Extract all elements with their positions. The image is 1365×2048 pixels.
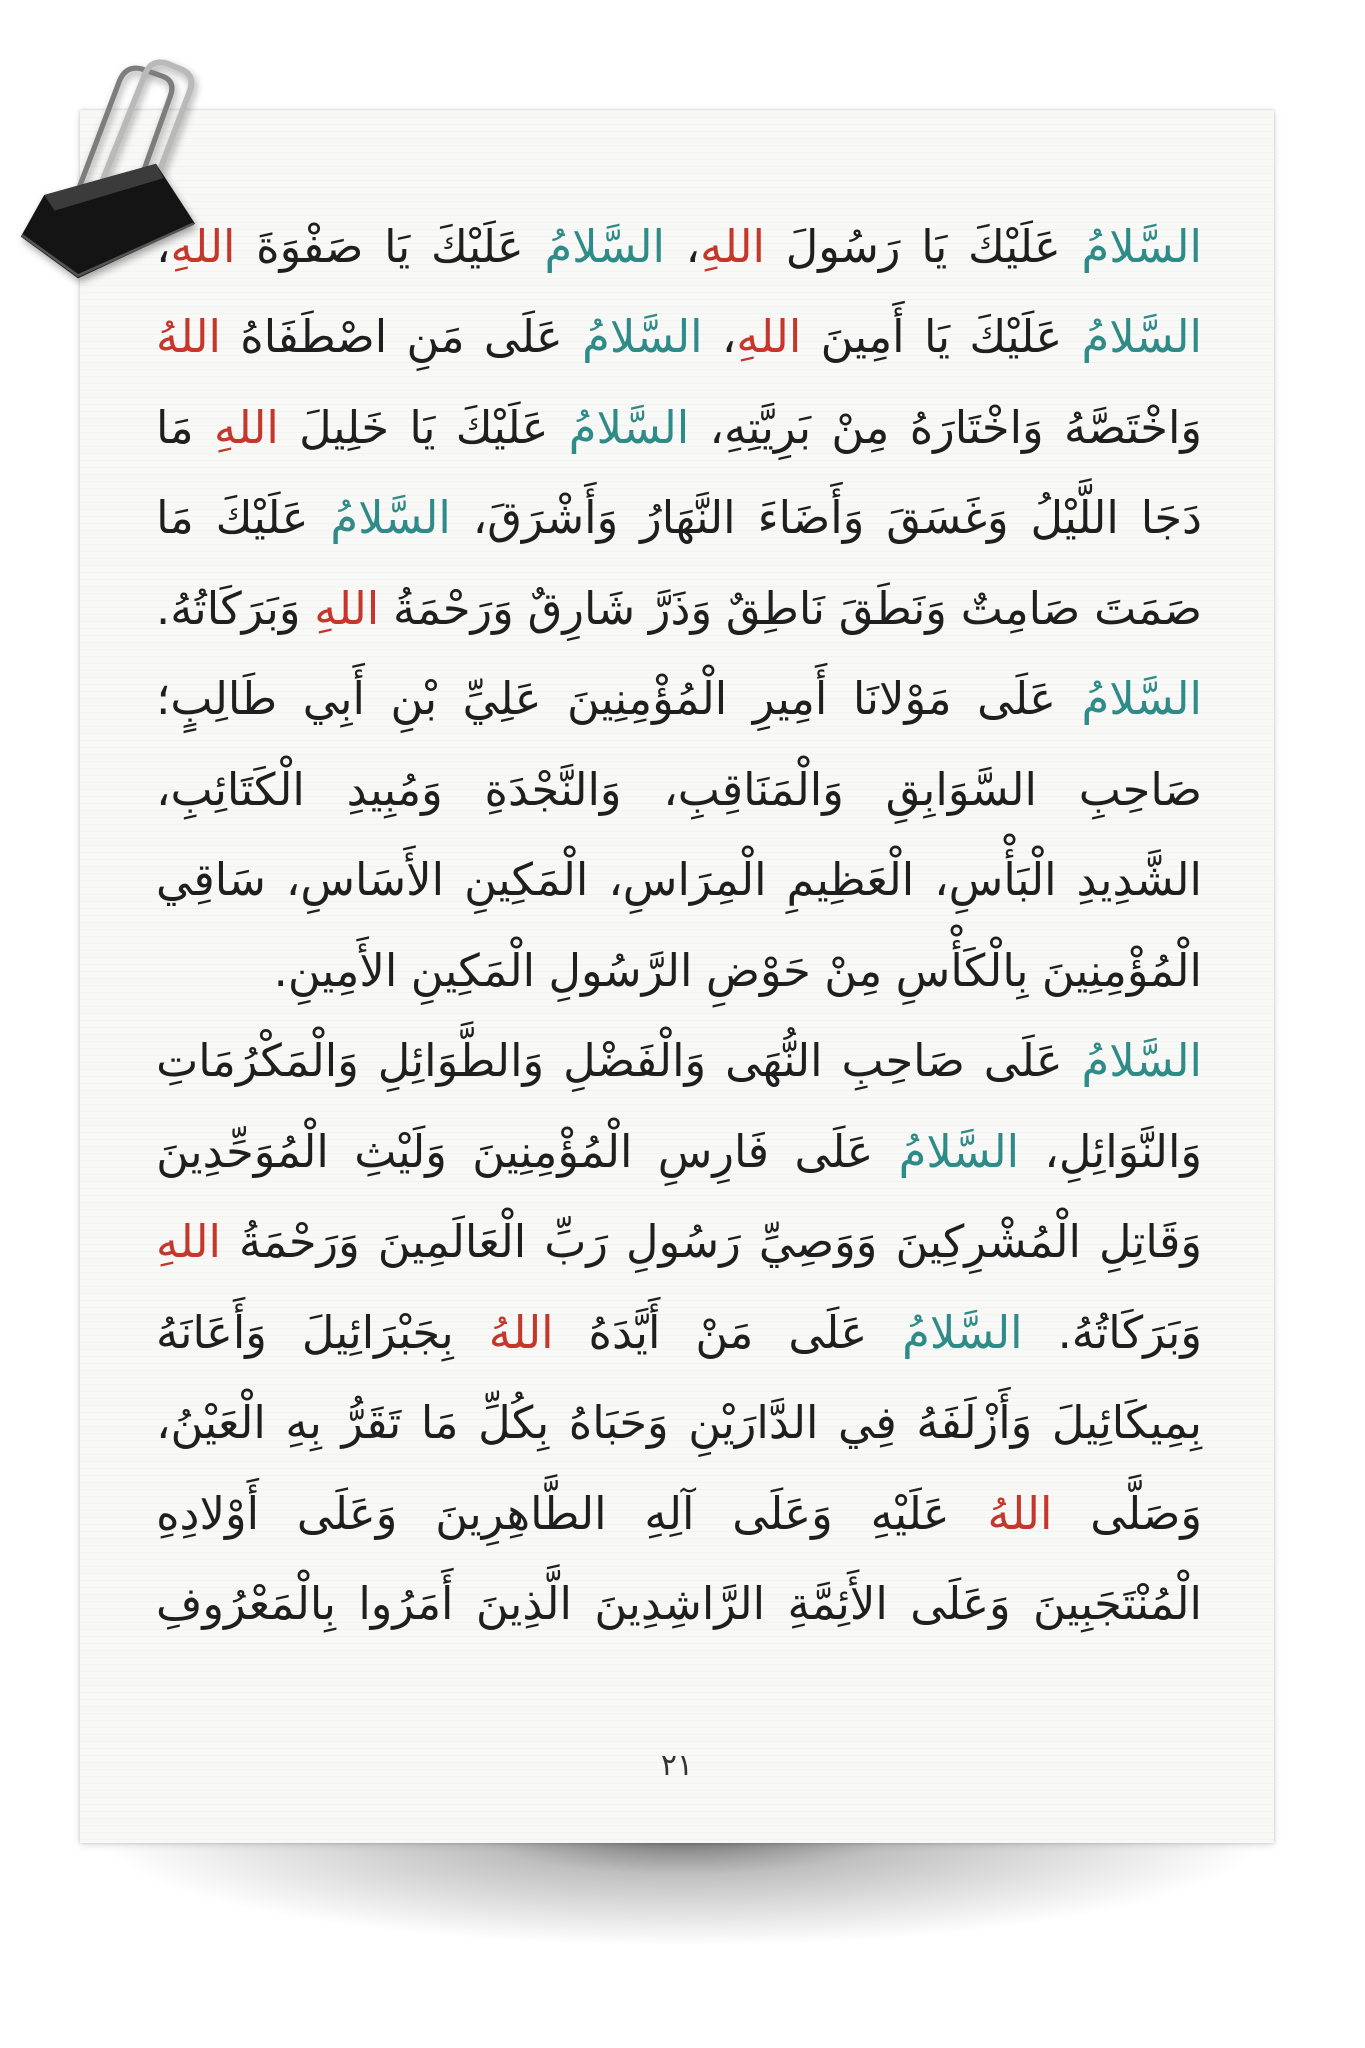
word: أَوْلادِهِ: [156, 1486, 260, 1540]
word: يَا: [409, 400, 436, 454]
word: خَلِيلَ: [299, 400, 390, 454]
word: مَوْلانَا: [852, 672, 952, 726]
word: الْمُنْتَجَبِينَ: [1033, 1577, 1202, 1631]
word: بْنِ: [390, 672, 438, 726]
word: صَاحِبِ: [1078, 762, 1202, 816]
divine-name-highlight: اللهِ: [213, 400, 279, 454]
word: أَيَّدَهُ: [588, 1305, 661, 1359]
word: النُّهَى: [725, 1034, 823, 1088]
word: حَوْضِ: [705, 943, 811, 997]
word: الدَّارَيْنِ: [688, 1396, 819, 1450]
word: بِالْمَعْرُوفِ: [156, 1577, 336, 1631]
word: عَلَى: [483, 310, 563, 364]
text-line: [156, 293, 1202, 384]
divine-name-highlight: اللهِ: [700, 219, 765, 273]
word: الأَئِمَّةِ: [787, 1577, 888, 1631]
greeting-highlight: السَّلامُ: [544, 219, 665, 273]
greeting-highlight: السَّلامُ: [902, 1305, 1023, 1359]
binder-clip-icon: [0, 39, 221, 299]
text-line: [156, 1017, 1202, 1108]
word: دَجَا: [1140, 491, 1202, 545]
word: وَأَشْرَقَ،: [472, 491, 619, 545]
word: عَلَيْهِ: [870, 1486, 950, 1540]
word: عَلَيْكَ: [969, 310, 1063, 364]
text-line: [156, 1560, 1202, 1651]
word: وَذَرَّ: [648, 581, 713, 635]
word: الَّذِينَ: [475, 1577, 572, 1631]
word: الأَسَاسِ،: [285, 853, 445, 907]
text-line: [156, 836, 1202, 927]
word: عَلَيْكَ: [968, 219, 1061, 273]
word: صَمَتَ: [1094, 581, 1202, 635]
text-line: [156, 474, 1202, 565]
word: وَحَبَاهُ: [568, 1396, 669, 1450]
word: الْمُؤْمِنِينَ: [1041, 943, 1202, 997]
page-number: ٢١: [660, 1748, 694, 1783]
word: [685, 219, 765, 273]
word: نَاطِقٌ: [725, 581, 825, 635]
word: الطَّاهِرِينَ: [435, 1486, 607, 1540]
word: وَعَلَى: [732, 1486, 833, 1540]
word: وَمُبِيدِ: [346, 762, 443, 816]
word: أَمِيرِ: [752, 672, 828, 726]
text-line: [156, 1379, 1202, 1470]
word: بِهِ: [285, 1396, 322, 1450]
word: وَالْفَضْلِ: [563, 1034, 707, 1088]
greeting-highlight: السَّلامُ: [330, 491, 451, 545]
word: الْكَتَائِبِ،: [156, 762, 305, 816]
punctuation: ،: [721, 310, 737, 364]
divine-name-highlight: اللهِ: [314, 581, 380, 635]
divine-name-highlight: اللهِ: [170, 219, 236, 273]
word: وَرَحْمَةُ: [238, 1215, 360, 1269]
word: وَبَرَكَاتُهُ.: [1057, 1305, 1202, 1359]
word: صَامِتٌ: [960, 581, 1081, 635]
word: مَا: [420, 1396, 459, 1450]
word: الْمِرَاسِ،: [608, 853, 767, 907]
text-line: [156, 926, 1202, 1017]
word: عَلَى: [977, 672, 1056, 726]
greeting-highlight: السَّلامُ: [582, 310, 703, 364]
word: وَاخْتَصَّهُ: [1063, 400, 1202, 454]
word: وَالنَّوَائِلِ،: [1044, 1124, 1202, 1178]
word: مَنْ: [695, 1305, 754, 1359]
word: أَمِينَ: [820, 310, 905, 364]
word: وَنَطَقَ: [838, 581, 947, 635]
greeting-highlight: السَّلامُ: [898, 1124, 1020, 1178]
word: يَا: [384, 219, 411, 273]
word: اصْطَفَاهُ: [240, 310, 388, 364]
word: عَلِيِّ: [462, 672, 542, 726]
word: فَارِسِ: [657, 1124, 770, 1178]
text-line: [156, 1198, 1202, 1289]
text-line: [156, 745, 1202, 836]
greeting-highlight: السَّلامُ: [1081, 219, 1202, 273]
word: مِنْ: [831, 400, 890, 454]
text-line: [156, 564, 1202, 655]
word: وَعَلَى: [910, 1577, 1011, 1631]
word: اللَّيْلُ: [1030, 491, 1119, 545]
word: وَبَرَكَاتُهُ.: [156, 581, 301, 635]
word: [721, 310, 802, 364]
word: عَلَيْكَ: [430, 219, 524, 273]
word: الْمَكِينِ: [464, 853, 589, 907]
word: أَمَرُوا: [358, 1577, 454, 1631]
text-line: [156, 655, 1202, 746]
word: تَقَرُّ: [341, 1396, 402, 1450]
word: بَرِيَّتِهِ،: [709, 400, 812, 454]
divine-name-highlight: اللهُ: [488, 1305, 554, 1359]
word: شَارِقٌ: [527, 581, 636, 635]
word: الْعَالَمِينَ: [377, 1215, 527, 1269]
word: بِجَبْرَائِيلَ: [301, 1305, 454, 1359]
punctuation: ،: [685, 219, 701, 273]
word: عَلَيْكَ: [215, 491, 309, 545]
word: أَبِي: [302, 672, 365, 726]
word: عَلَى: [983, 1034, 1063, 1088]
word: وَأَزْلَفَهُ: [916, 1396, 1033, 1450]
punctuation: ،: [156, 219, 171, 273]
word: فِي: [838, 1396, 897, 1450]
word: الْعَيْنُ،: [156, 1396, 266, 1450]
greeting-highlight: السَّلامُ: [1081, 310, 1202, 364]
text-line: [156, 1107, 1202, 1198]
divine-name-highlight: اللهُ: [156, 310, 221, 364]
word: الْمُؤْمِنِينَ: [567, 672, 728, 726]
word: صَفْوَةَ: [256, 219, 364, 273]
word: وَلَيْثِ: [354, 1124, 447, 1178]
word: الْمَكِينِ: [410, 943, 536, 997]
word: الْمُوَحِّدِينَ: [156, 1124, 329, 1178]
word: وَالطَّوَائِلِ: [377, 1034, 545, 1088]
word: وَالنَّجْدَةِ: [484, 762, 622, 816]
word: وَقَاتِلِ: [1098, 1215, 1202, 1269]
word: النَّهَارُ: [640, 491, 736, 545]
word: الْبَأْسِ،: [934, 853, 1057, 907]
word: رَسُولَ: [785, 219, 901, 273]
word: وَأَعَانَهُ: [156, 1305, 267, 1359]
word: وَصَلَّى: [1090, 1486, 1202, 1540]
word: مَا: [156, 491, 194, 545]
word: آلِهِ: [644, 1486, 695, 1540]
word: رَبِّ: [544, 1215, 608, 1269]
word: صَاحِبِ: [841, 1034, 965, 1088]
word: مَا: [156, 400, 194, 454]
word: طَالِبٍ؛: [156, 672, 278, 726]
word: وَاخْتَارَهُ: [909, 400, 1044, 454]
word: الشَّدِيدِ: [1076, 853, 1202, 907]
word: وَوَصِيِّ: [758, 1215, 878, 1269]
greeting-highlight: السَّلامُ: [1081, 1034, 1202, 1088]
word: مَنِ: [406, 310, 465, 364]
word: وَأَضَاءَ: [757, 491, 865, 545]
text-line: [156, 202, 1202, 293]
word: الْمُشْرِكِينَ: [895, 1215, 1081, 1269]
text-line: [156, 1288, 1202, 1379]
word: الأَمِينِ.: [273, 943, 398, 997]
word: الرَّاشِدِينَ: [594, 1577, 766, 1631]
divine-name-highlight: اللهُ: [987, 1486, 1053, 1540]
word: وَغَسَقَ: [886, 491, 1009, 545]
text-line: [156, 1469, 1202, 1560]
word: يَا: [923, 310, 951, 364]
word: رَسُولِ: [626, 1215, 741, 1269]
divine-name-highlight: اللهِ: [736, 310, 802, 364]
word: مِنْ: [824, 943, 883, 997]
divine-name-highlight: اللهِ: [156, 1215, 221, 1269]
word: وَالْمَكْرُمَاتِ: [156, 1034, 359, 1088]
word: سَاقِي: [156, 853, 266, 907]
word: السَّوَابِقِ: [885, 762, 1037, 816]
word: الْعَظِيمِ: [786, 853, 915, 907]
word: عَلَيْكَ: [455, 400, 549, 454]
text-line: [156, 383, 1202, 474]
greeting-highlight: السَّلامُ: [1081, 672, 1202, 726]
word: عَلَى: [794, 1124, 874, 1178]
word: يَا: [921, 219, 948, 273]
word: بِمِيكَائِيلَ: [1051, 1396, 1202, 1450]
word: عَلَى: [788, 1305, 868, 1359]
word: بِالْكَأْسِ: [895, 943, 1029, 997]
word: الرَّسُولِ: [548, 943, 693, 997]
word: بِكُلِّ: [478, 1396, 550, 1450]
paper-shadow: [100, 1836, 1265, 1946]
greeting-highlight: السَّلامُ: [568, 400, 690, 454]
word: وَرَحْمَةُ: [393, 581, 514, 635]
word: وَعَلَى: [296, 1486, 398, 1540]
body-text: [156, 202, 1202, 1650]
word: الْمُؤْمِنِينَ: [472, 1124, 633, 1178]
word: وَالْمَنَاقِبِ،: [663, 762, 844, 816]
